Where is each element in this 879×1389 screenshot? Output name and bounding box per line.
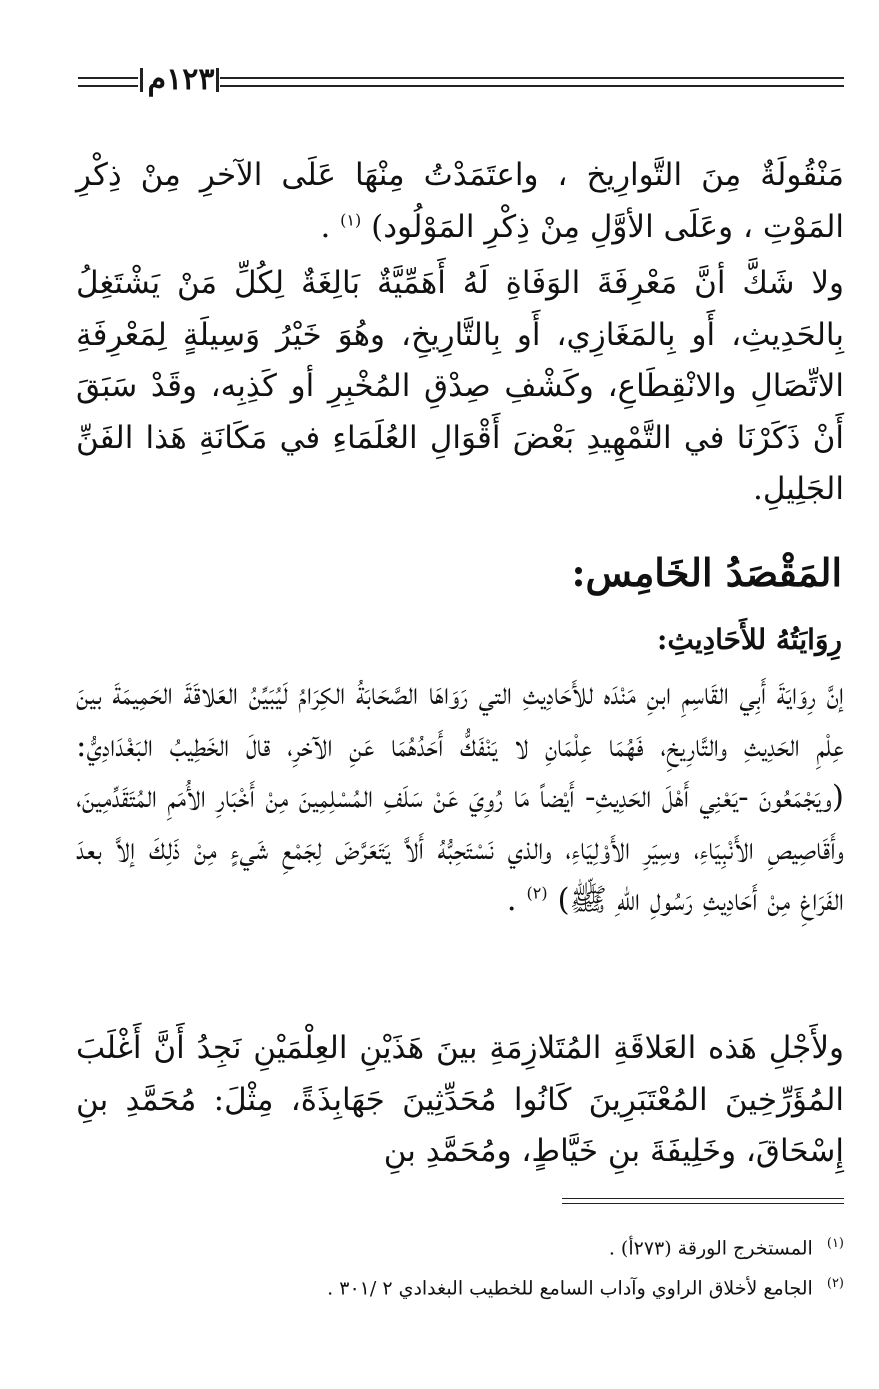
paragraph: ولا شَكَّ أنَّ مَعْرِفَةَ الوَفَاةِ لَهُ أَهَمِّيَّةٌ بَالِغَةٌ لِكُلِّ مَنْ يَشْتَغِلُ بِالحَدِيثِ، أَو بِالمَغَازِي، أَو بِالتَّارِيخِ، وهُوَ خَيْرُ وَسِيلَةٍ لِمَعْرِفَةِ الاتِّصَالِ والانْقِطَاعِ، وكَشْفِ صِدْقِ المُخْبِرِ أو كَذِبِه، وقَدْ سَبَقَ أَنْ ذَكَرْنَا في التَّمْهِيدِ بَعْضَ أَقْوَالِ العُلَمَاءِ في مَكَانَةِ هَذا الفَنِّ الجَلِيلِ. — [76, 265, 844, 507]
header-divider — [216, 68, 219, 92]
running-header — [78, 62, 844, 104]
header-rule-right — [220, 77, 844, 87]
subsection-heading: رِوَايَتُهُ للأَحَادِيثِ: — [657, 623, 842, 656]
header-divider — [140, 68, 143, 92]
footnote-marker: (١) — [826, 1236, 844, 1251]
paragraph-end: . — [506, 882, 517, 918]
paragraph — [76, 150, 844, 253]
footnote-text: المستخرج الورقة (٢٧٣أ) . — [608, 1237, 813, 1260]
page-number: ١٢٣م — [147, 62, 215, 97]
header-rule-left — [78, 77, 138, 87]
paragraph-end: . — [320, 208, 331, 245]
paragraph: ولأَجْلِ هَذه العَلاقَةِ المُتَلازِمَةِ بينَ هَذَيْنِ العِلْمَيْنِ نَجِدُ أَنَّ أَغْلَبَ المُؤَرِّخِينَ المُعْتَبَرِينَ كَانُوا مُحَدِّثِينَ جَهَابِذَةً، مِثْلَ: مُحَمَّدِ بنِ إِسْحَاقَ، وخَلِيفَةَ بنِ خَيَّاطٍ، ومُحَمَّدِ بنِ — [76, 1030, 844, 1169]
paragraph — [76, 669, 844, 927]
footnote-reference: (٢) — [526, 883, 548, 903]
footnote — [84, 1226, 844, 1266]
paragraph-text: مَنْقُولَةٌ مِنَ التَّوارِيخ ، واعتَمَدْتُ مِنْهَا عَلَى الآخرِ مِنْ ذِكْرِ المَوْتِ ، وعَلَى الأوَّلِ مِنْ ذِكْرِ المَوْلُود) — [76, 157, 844, 245]
footnote-separator — [562, 1198, 844, 1204]
section-heading: المَقْصَدُ الخَامِس: — [571, 550, 842, 595]
footnote-marker: (٢) — [826, 1276, 844, 1292]
paragraph-text: إنَّ رِوَايَةَ أَبِي القَاسِمِ ابنِ مَنْدَه للأَحَادِيثِ التي رَوَاهَا الصَّحَابَةُ الكِرَامُ لَيُبَيِّنُ العَلاقَةَ الحَمِيمَةَ بينَ عِلْمِ الحَدِيثِ والتَّارِيخِ، فَهُمَا عِلْمَانِ لا يَنْفَكُّ أَحَدُهُمَا عَنِ الآخرِ، قالَ الخَطِيبُ البَغْدَادِيُّ:(ويَجْمَعُونَ -يَعْنِي أَهْلَ الحَدِيثِ- أَيْضاً مَا رُوِيَ عَنْ سَلَفِ المُسْلِمِينَ مِنْ أَخْبَارِ الأُمَمِ المُتَقَدِّمِينَ، وأَقَاصِيصِ الأَنْبِيَاءِ، وسِيَرِ الأَوْلِيَاءِ، والذي نَسْتَحِبُّهُ أَلاَّ يَتَعَرَّضَ لِجَمْعِ شَيءٍ مِنْ ذَلِكَ إلاَّ بعدَ الفَرَاغِ مِنْ أَحَادِيثِ رَسُولِ اللهِ ﷺ) — [76, 676, 844, 918]
footnote-reference: (١) — [340, 210, 362, 230]
footnote — [84, 1266, 844, 1306]
footnote-text: الجامع لأخلاق الراوي وآداب السامع للخطيب البغدادي ٢ /٣٠١ . — [327, 1277, 813, 1300]
footnotes — [84, 1226, 844, 1307]
